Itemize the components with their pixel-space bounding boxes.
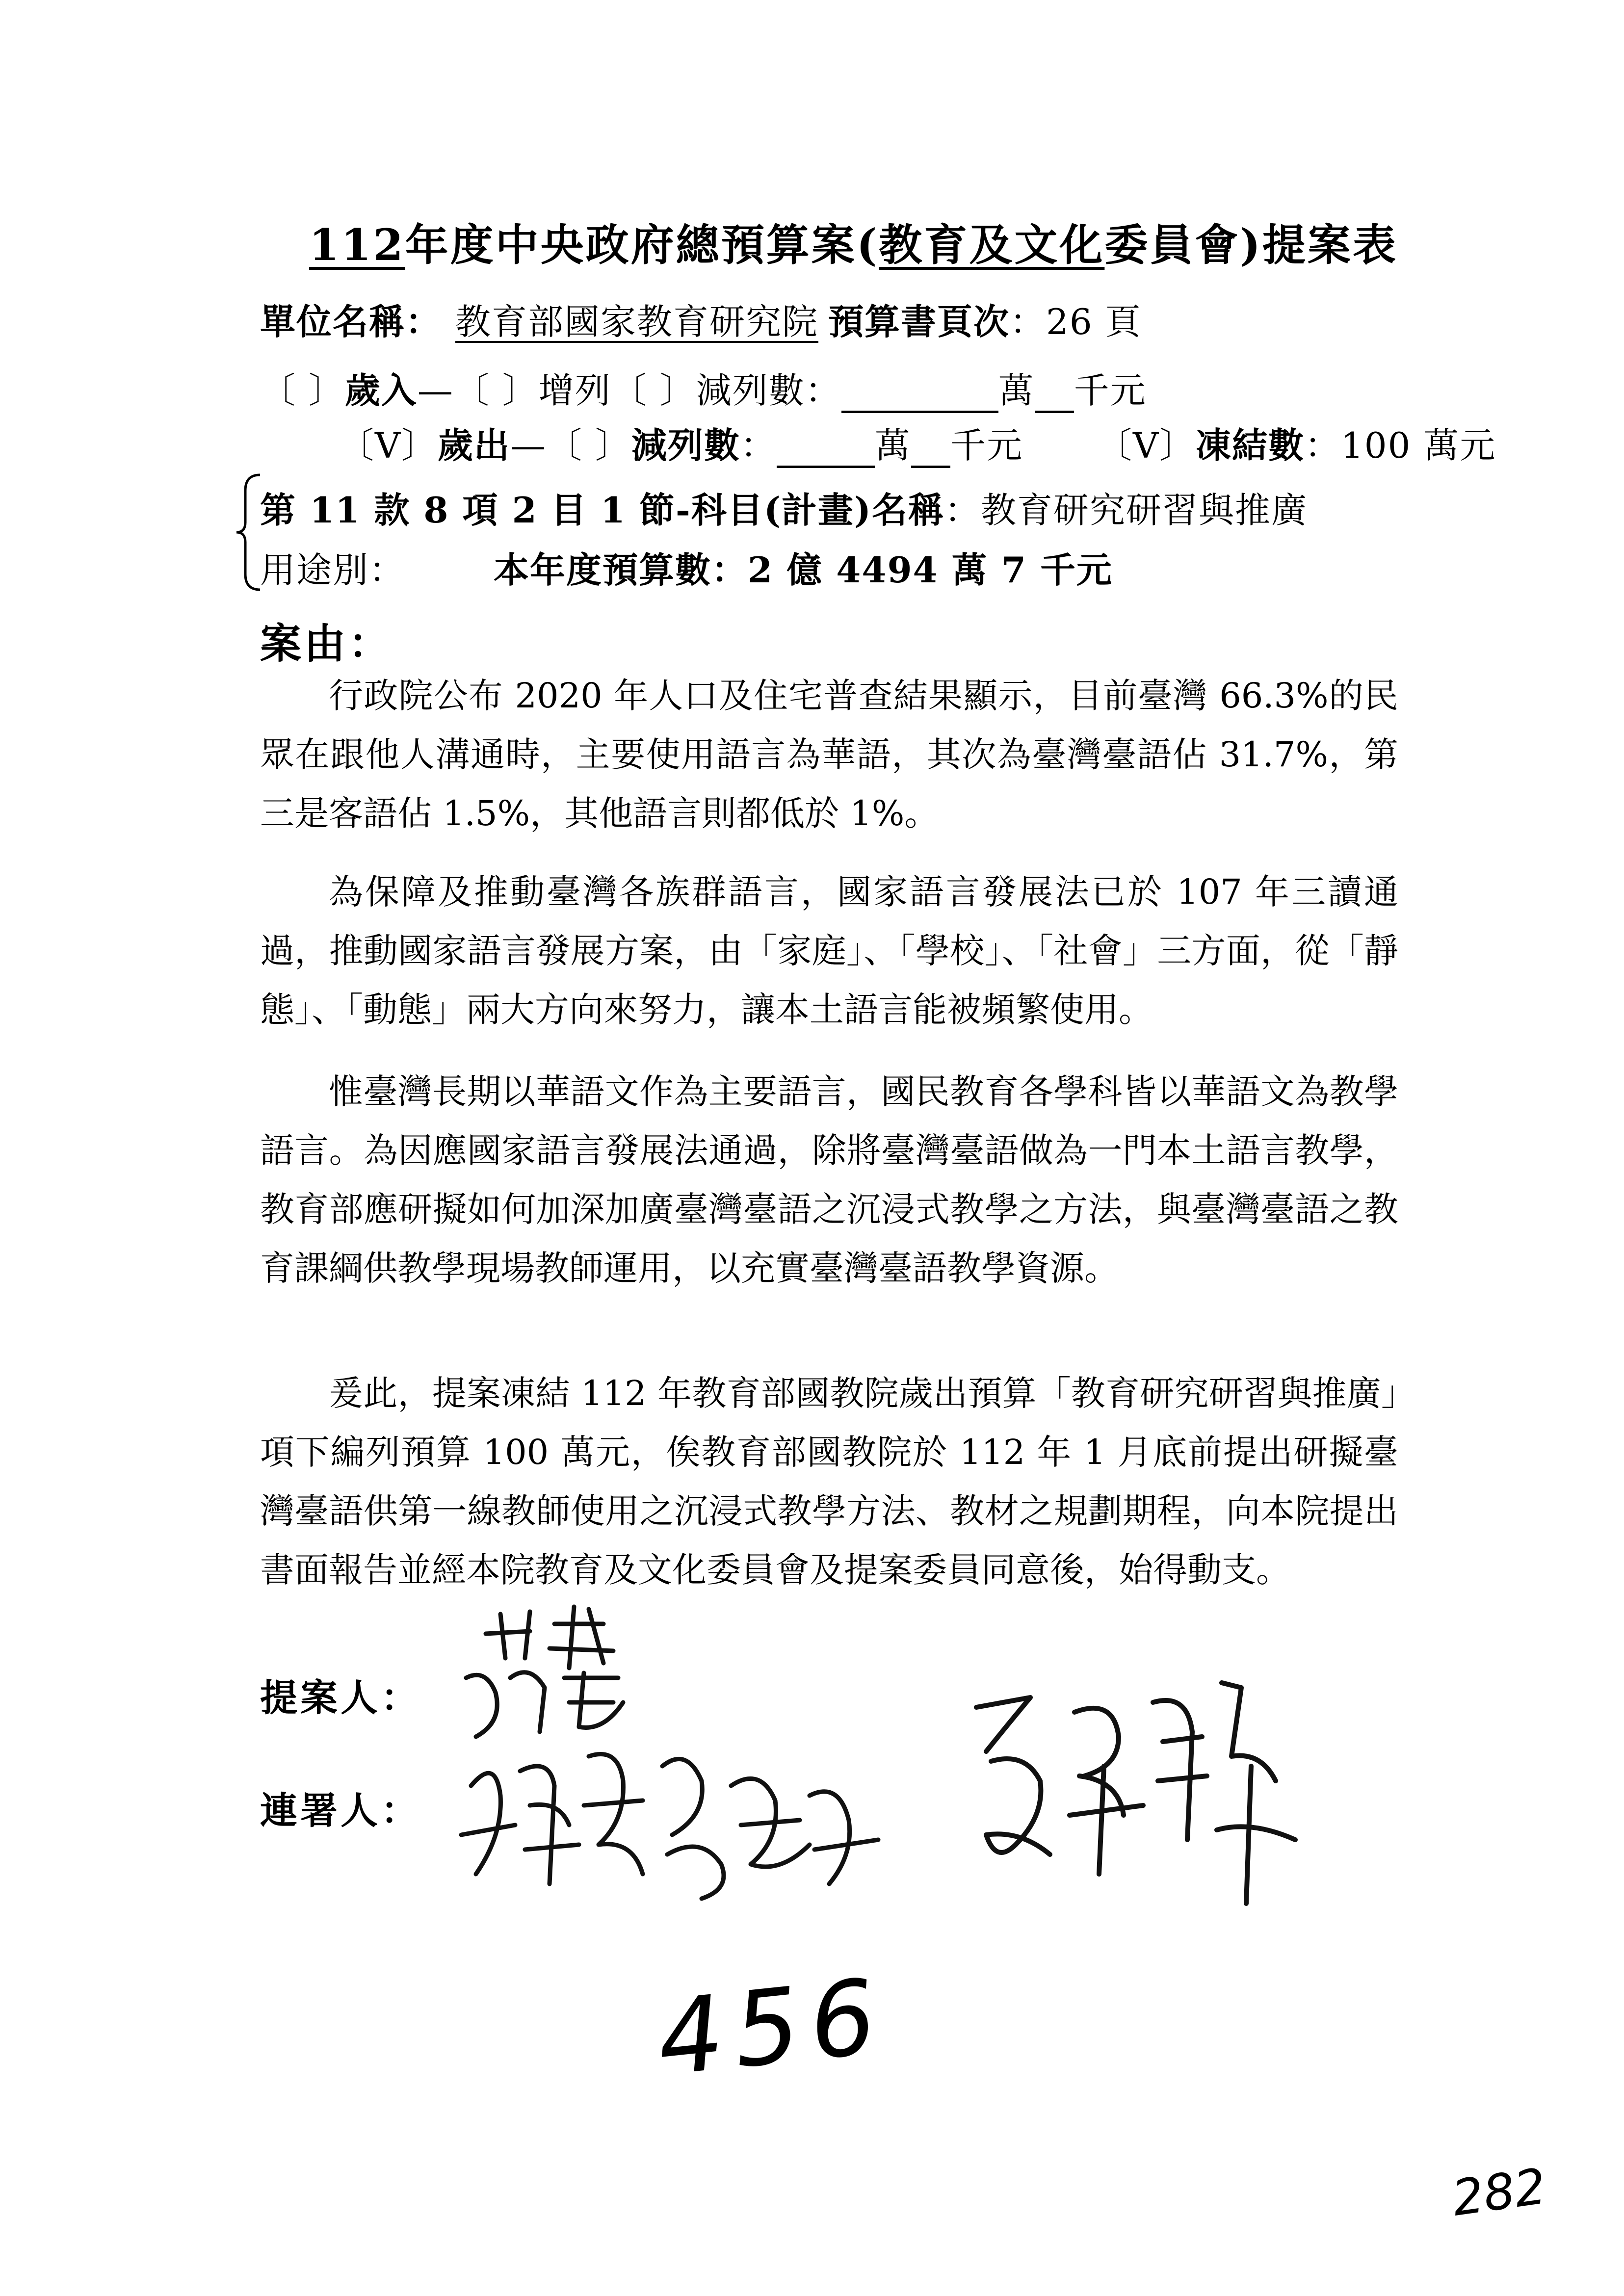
- expense-wan-blank: [777, 436, 875, 468]
- cosigner-signature-2: [957, 1668, 1310, 1923]
- title-committee: 教育及文化: [879, 219, 1105, 270]
- revenue-qian-blank: [1035, 381, 1074, 413]
- paragraph-2-text: 為保障及推動臺灣各族群語言，國家語言發展法已於 107 年三讀通過，推動國家語言發展方案，由「家庭」、「學校」、「社會」三方面，從「靜態」、「動態」兩大方向來努力，讓本土語言能被頻繁使用。: [260, 872, 1398, 1030]
- item-row: [260, 482, 1308, 533]
- paragraph-1: [260, 666, 1398, 843]
- revenue-unit-wan: 萬: [998, 370, 1035, 411]
- paragraph-2: [260, 862, 1398, 1039]
- title-part2: 委員會)提案表: [1104, 219, 1398, 270]
- expense-label: 歲出: [438, 424, 511, 466]
- expense-qian-blank: [911, 436, 950, 468]
- revenue-add-label: 增列: [538, 370, 611, 411]
- item-code: 第 11 款 8 項 2 目 1 節-科目(計畫)名稱: [260, 489, 945, 531]
- freeze-label: 凍結數: [1195, 424, 1305, 466]
- revenue-cut-check: 〔 〕: [611, 370, 696, 411]
- freeze-check: 〔V〕: [1096, 425, 1196, 466]
- unit-label: 單位名稱：: [260, 301, 442, 342]
- budget-row: [260, 542, 1113, 593]
- title-year: 112: [309, 219, 405, 270]
- revenue-unit-qian: 千元: [1074, 370, 1147, 411]
- expense-cut-check: 〔 〕: [547, 425, 631, 466]
- reason-heading: 案由：: [260, 619, 393, 668]
- expense-check: 〔V〕: [339, 425, 438, 466]
- paragraph-4-text: 爰此，提案凍結 112 年教育部國教院歲出預算「教育研究研習與推廣」項下編列預算 100 萬元，俟教育部國教院於 112 年 1 月底前提出研擬臺灣臺語供第一線教師使用之沉浸式教學方法、教材之規劃期程，向本院提出書面報告並經本院教育及文化委員會及提案委員同意後，始得動支。: [260, 1373, 1398, 1590]
- expense-unit-wan: 萬: [874, 425, 911, 466]
- page-number: 282: [1448, 2157, 1550, 2227]
- proposer-label: 提案人：: [260, 1676, 421, 1720]
- unit-value: 教育部國家教育研究院: [455, 301, 819, 342]
- revenue-dash: —: [417, 370, 454, 411]
- cosigner-label: 連署人：: [260, 1789, 421, 1832]
- freeze-value: ：100 萬元: [1304, 425, 1496, 466]
- cosigner-signature-1: [456, 1727, 898, 1913]
- handwritten-number: 456: [652, 1956, 892, 2099]
- page-value: ：26 頁: [1010, 301, 1142, 342]
- unit-row: [260, 293, 1142, 344]
- expense-unit-qian: 千元: [950, 425, 1023, 466]
- title-part1: 年度中央政府總預算案(: [405, 219, 879, 270]
- revenue-add-check: 〔 〕: [453, 370, 539, 411]
- expense-dash: —: [510, 425, 547, 466]
- budget-label: 本年度預算數：: [494, 549, 748, 591]
- document-title: [309, 211, 1398, 273]
- expense-row: [339, 417, 1496, 468]
- revenue-row: [260, 362, 1147, 413]
- revenue-cut-label: 減列數：: [696, 370, 841, 411]
- usage-label: 用途別：: [260, 549, 406, 591]
- expense-cut-label: 減列數: [631, 424, 740, 466]
- page-label: 預算書頁次: [828, 301, 1010, 342]
- paragraph-3-text: 惟臺灣長期以華語文作為主要語言，國民教育各學科皆以華語文為教學語言。為因應國家語言發展法通過，除將臺灣臺語做為一門本土語言教學，教育部應研擬如何加深加廣臺灣臺語之沉浸式教學之方法，與臺灣臺語之教育課綱供教學現場教師運用，以充實臺灣臺語教學資源。: [260, 1071, 1398, 1288]
- budget-value: 2 億 4494 萬 7 千元: [748, 549, 1113, 591]
- revenue-label: 歲入: [344, 369, 418, 411]
- paragraph-3: [260, 1062, 1398, 1298]
- expense-colon: ：: [740, 425, 777, 466]
- revenue-wan-blank: [841, 381, 998, 413]
- paragraph-4: [260, 1364, 1398, 1599]
- item-name: ：教育研究研習與推廣: [944, 490, 1308, 531]
- paragraph-1-text: 行政院公布 2020 年人口及住宅普查結果顯示，目前臺灣 66.3%的民眾在跟他人溝通時，主要使用語言為華語，其次為臺灣臺語佔 31.7%，第三是客語佔 1.5%，其他語言則都低於 1%。: [260, 676, 1398, 834]
- revenue-check: 〔 〕: [260, 370, 345, 411]
